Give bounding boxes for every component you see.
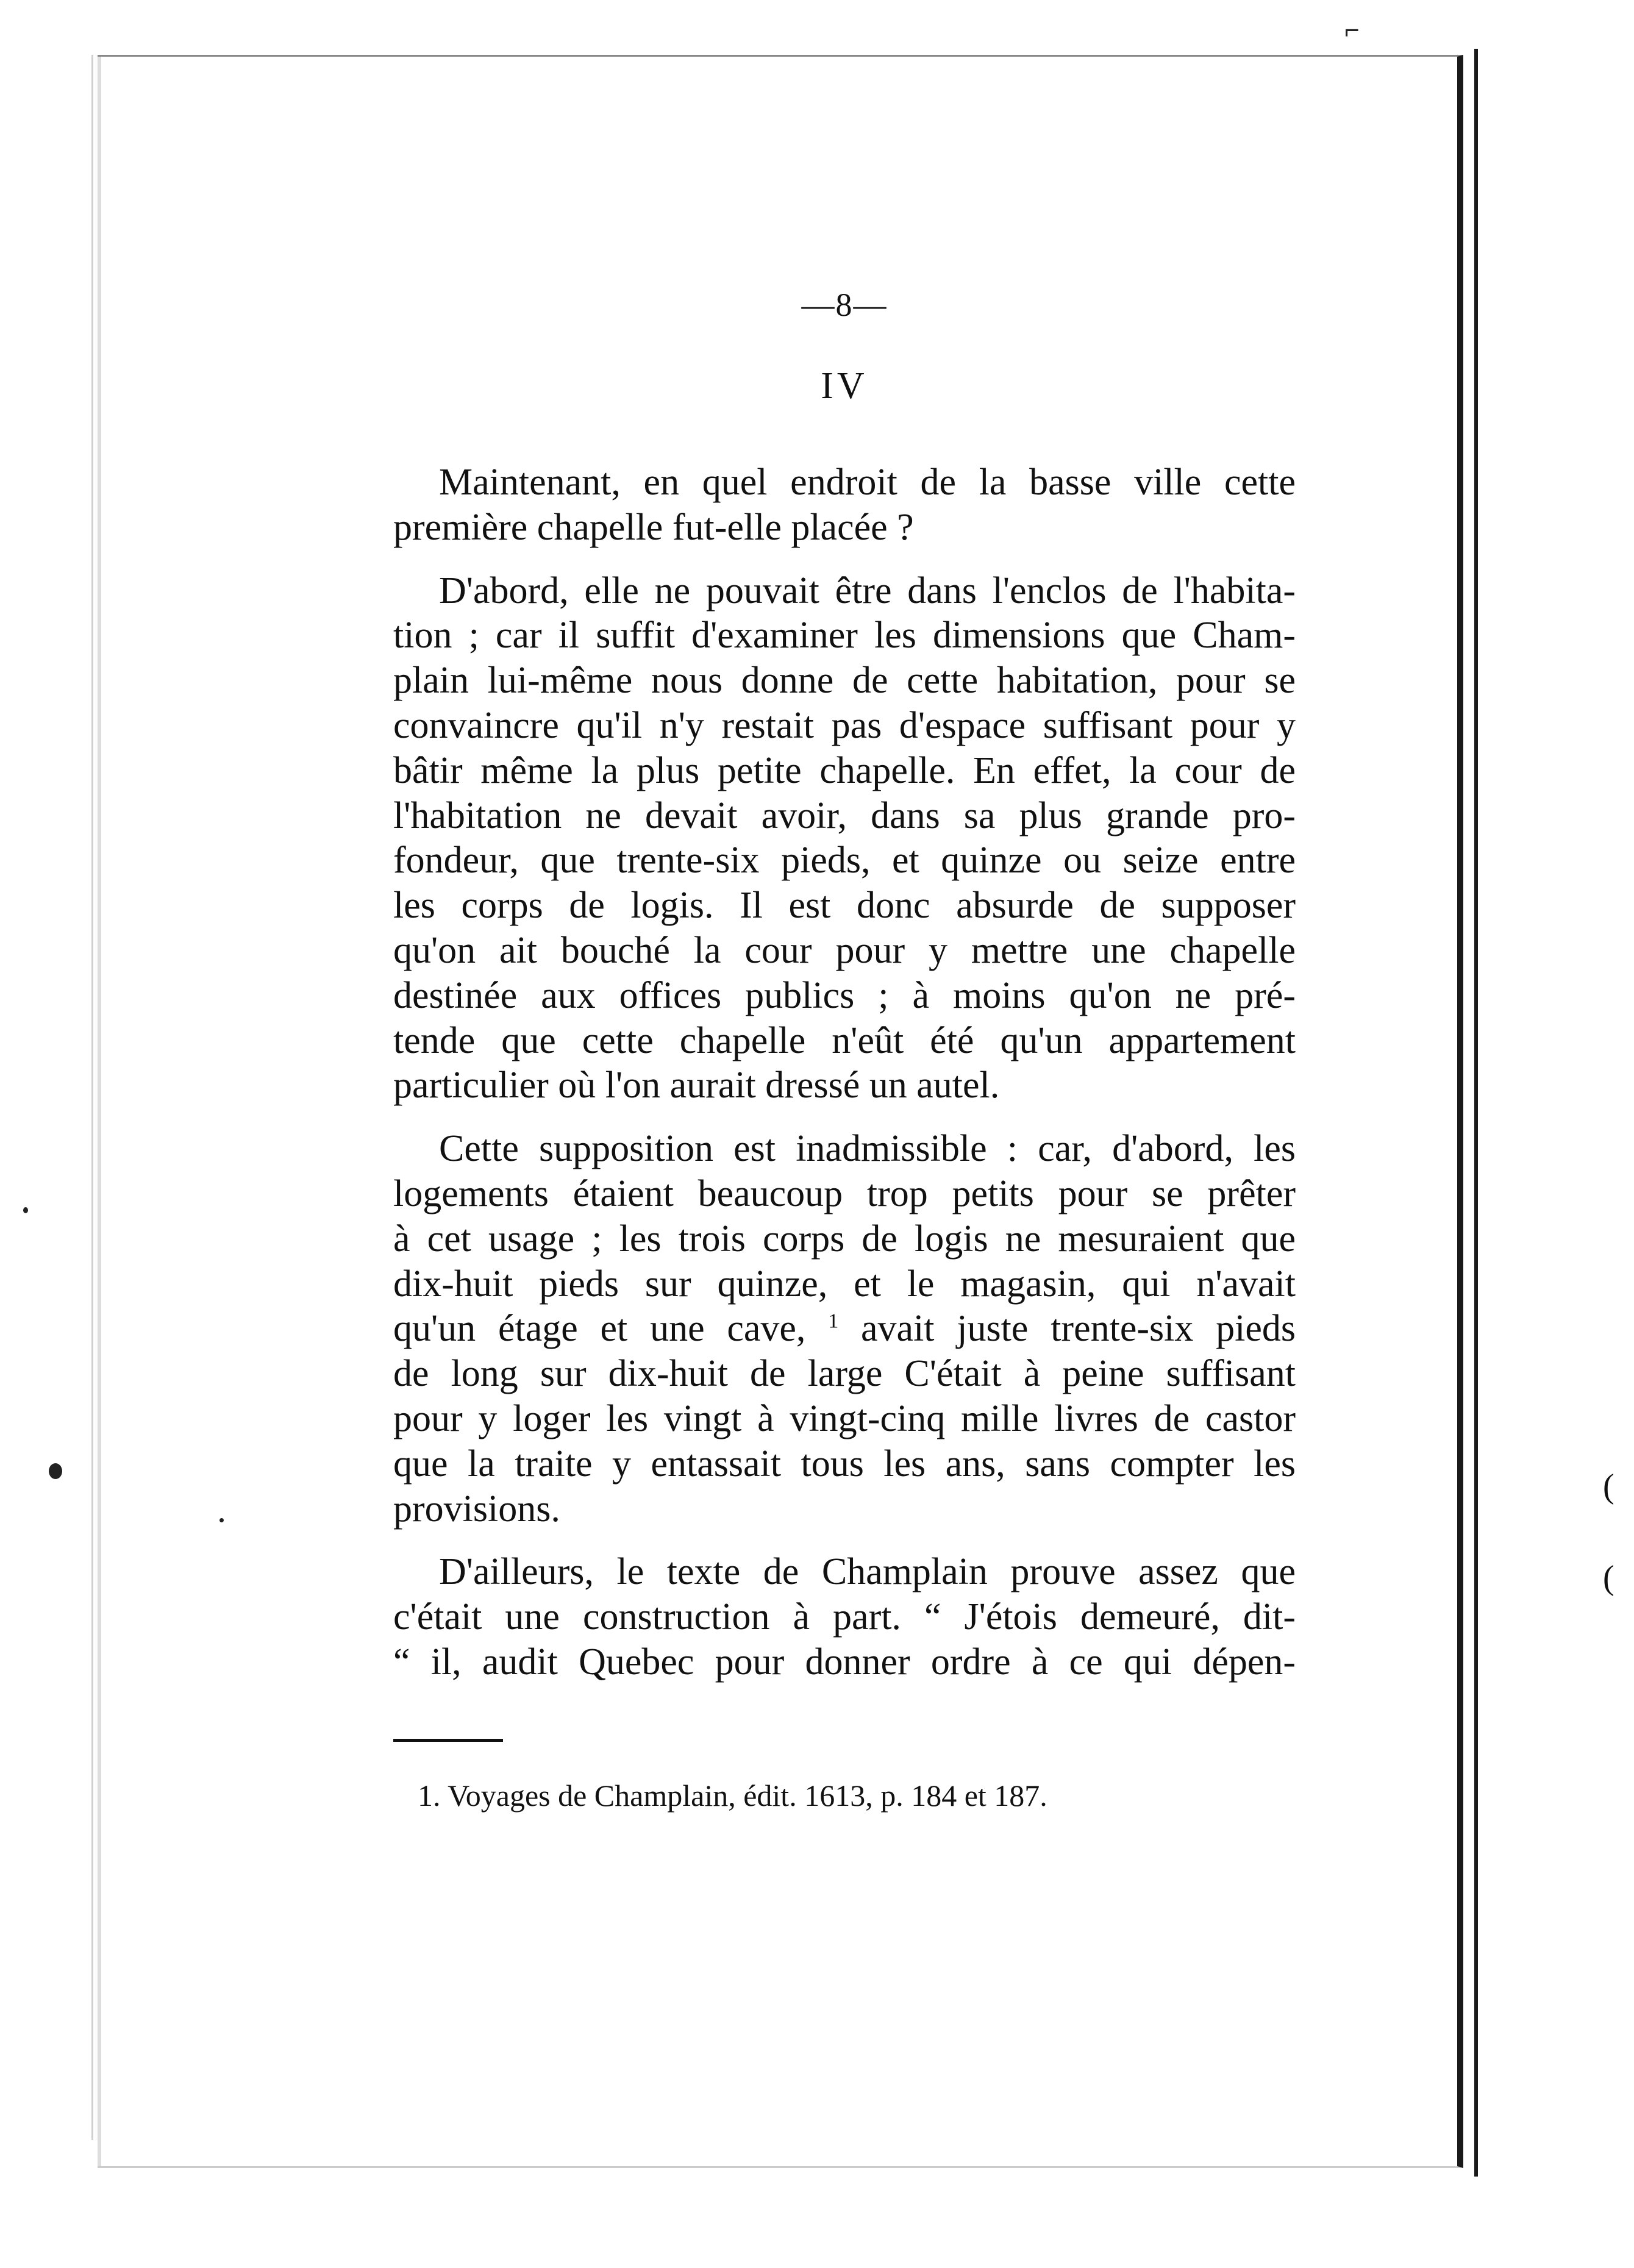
- body-text: [393, 460, 1296, 1685]
- text-line: dix-huit pieds sur quinze, et le magasin, qui n'avait: [393, 1263, 1296, 1305]
- text-line: c'était une construction à part. “ J'étois demeuré, dit-: [393, 1596, 1296, 1638]
- page-number: —8—: [801, 287, 888, 323]
- text-line-with-footnote: [393, 1307, 1296, 1352]
- next-page-fragment: (: [1603, 1559, 1614, 1597]
- paragraph-gap: [393, 551, 1296, 569]
- text-line: première chapelle fut-elle placée ?: [393, 506, 914, 548]
- text-line: qu'on ait bouché la cour pour y mettre une chapelle: [393, 929, 1296, 971]
- footnote-text: Voyages de Champlain, édit. 1613, p. 184 et 187.: [448, 1778, 1047, 1813]
- text-segment: avait juste trente-six pieds: [861, 1308, 1296, 1350]
- next-page-edge: [1478, 49, 1634, 2183]
- scan-speck: [219, 1518, 224, 1522]
- text-line: D'abord, elle ne pouvait être dans l'enclos de l'habita-: [439, 569, 1296, 612]
- scan-corner-mark: ⌐: [1344, 15, 1360, 45]
- text-line: “ il, audit Quebec pour donner ordre à ce qui dépen-: [393, 1641, 1296, 1683]
- text-line: que la traite y entassait tous les ans, sans compter les: [393, 1442, 1296, 1485]
- text-line: destinée aux offices publics ; à moins qu'on ne pré-: [393, 974, 1296, 1016]
- page-gutter: [1463, 49, 1478, 2177]
- text-line: logements étaient beaucoup trop petits pour se prêter: [393, 1172, 1296, 1214]
- text-line: tende que cette chapelle n'eût été qu'un appartement: [393, 1019, 1296, 1061]
- text-line: plain lui-même nous donne de cette habitation, pour se: [393, 660, 1296, 702]
- text-segment: qu'un étage et une cave,: [393, 1308, 806, 1350]
- text-block: [393, 284, 1296, 1814]
- text-line: Maintenant, en quel endroit de la basse ville cette: [439, 462, 1296, 503]
- scan-speck: [49, 1463, 62, 1479]
- text-line: provisions.: [393, 1488, 560, 1530]
- text-line: tion ; car il suffit d'examiner les dimensions que Cham-: [393, 615, 1296, 657]
- scan-speck: [23, 1207, 28, 1213]
- text-line: pour y loger les vingt à vingt-cinq mille livres de castor: [393, 1397, 1296, 1439]
- footnote: [393, 1777, 1296, 1814]
- text-line: convaincre qu'il n'y restait pas d'espace suffisant pour y: [393, 704, 1296, 746]
- text-line: Cette supposition est inadmissible : car, d'abord, les: [439, 1128, 1296, 1170]
- chapter-heading: IV: [821, 365, 868, 407]
- footnote-number: 1.: [418, 1778, 441, 1813]
- footnote-reference: 1: [828, 1310, 839, 1333]
- text-line: l'habitation ne devait avoir, dans sa plus grande pro-: [393, 794, 1296, 836]
- text-line: bâtir même la plus petite chapelle. En effet, la cour de: [393, 749, 1296, 791]
- text-line: fondeur, que trente-six pieds, et quinze ou seize entre: [393, 840, 1296, 882]
- text-line: les corps de logis. Il est donc absurde de supposer: [393, 885, 1296, 927]
- paragraph-gap: [393, 1108, 1296, 1127]
- paragraph-gap: [393, 1532, 1296, 1550]
- footnote-rule: [393, 1739, 503, 1742]
- text-line: de long sur dix-huit de large C'était à peine suffisant: [393, 1353, 1296, 1395]
- text-line: à cet usage ; les trois corps de logis ne mesuraient que: [393, 1218, 1296, 1260]
- next-page-fragment: (: [1603, 1467, 1614, 1505]
- text-line: particulier où l'on aurait dressé un autel.: [393, 1064, 1000, 1107]
- text-line: D'ailleurs, le texte de Champlain prouve assez que: [439, 1551, 1296, 1593]
